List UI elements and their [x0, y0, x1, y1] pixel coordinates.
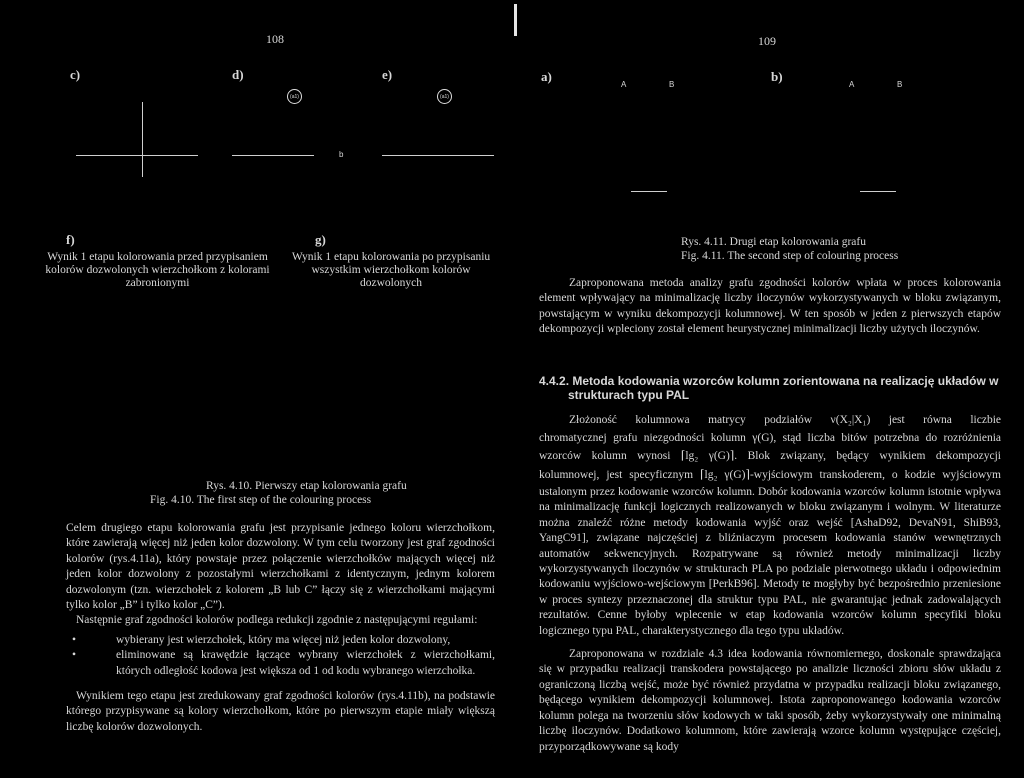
- left-paragraph-3: Wynikiem tego etapu jest zredukowany graf zgodności kolorów (rys.4.11b), na podstawie którego przypisywane są kolory wierzchołkom, które po pierwszym etapie miały większą liczbę kolorów dozwolonych.: [66, 690, 495, 733]
- panel-d-baseline: [232, 155, 314, 156]
- right-page-number: 109: [758, 34, 776, 48]
- panel-label-a: a): [541, 69, 552, 84]
- graph-a-edge: [631, 191, 667, 192]
- panel-c-horizontal-axis: [76, 155, 198, 156]
- graph-b-node-b: B: [897, 80, 903, 89]
- page-divider: [514, 4, 517, 36]
- graph-a-node-a: A: [621, 80, 627, 89]
- graph-node-d: (a1): [287, 89, 302, 104]
- panel-label-c: c): [70, 67, 81, 82]
- figure-4-10-caption-pl: Rys. 4.10. Pierwszy etap kolorowania grafu: [206, 480, 407, 492]
- section-heading-4-4-2: 4.4.2. Metoda kodowania wzorców kolumn zorientowana na realizację układów w strukturach typu PAL: [539, 374, 999, 402]
- left-page-number: 108: [266, 32, 284, 46]
- graph-b-node-a: A: [849, 80, 855, 89]
- list-item: • eliminowane są krawędzie łączące wybrany wierzchołek z wierzchołkami, których odległość kodowa jest większa od 1 od kodu wybranego wierzchołka.: [66, 648, 495, 679]
- paragraph-2-line-2: chromatycznej grafu niezgodności kolumn γ(G), stąd liczba bitów potrzebna do rozróżnienia: [539, 432, 1001, 444]
- left-paragraph-1: Celem drugiego etapu kolorowania grafu jest przypisanie jednego koloru wierzchołkom, które zawierają więcej niż jeden kolor dozwolony. W tym celu tworzony jest graf zgodności kolorów (rys.4.11a), który powstaje przez połączenie wierzchołków mających więcej niż jeden kolor dozwolony z pozostałymi wierzchołkami z identycznym, jednym kolorem dozwolonym (tzn. wierzchołek z kolorem „B lub C” łączy się z wierzchołkami mającymi tylko kolor „B” i tylko kolor „C”).: [66, 522, 495, 612]
- panel-label-d: d): [232, 67, 244, 82]
- graph-b-edge: [860, 191, 896, 192]
- reduction-rules-list: [66, 633, 495, 679]
- panel-label-g: g): [315, 232, 326, 247]
- panel-label-b: b): [771, 69, 783, 84]
- panel-e-b-label: b: [339, 150, 344, 159]
- paragraph-2-line-3: wzorców kolumn wynosi ⌈lg₂ γ(G)⌉. Blok związany, będący wynikiem dekompozycji: [539, 450, 1001, 462]
- paragraph-2-line-4: kolumnowej, jest specyficznym ⌈lg₂ γ(G)⌉-wyjściowym transkoderem, o kodzie wyjściowym: [539, 469, 1001, 481]
- left-body-text: [66, 521, 495, 735]
- list-item: • wybierany jest wierzchołek, który ma więcej niż jeden kolor dozwolony,: [66, 633, 495, 648]
- left-paragraph-2: Następnie graf zgodności kolorów podlega redukcji zgodnie z następującymi regułami:: [76, 614, 478, 627]
- caption-g: Wynik 1 etapu kolorowania po przypisaniu wszystkim wierzchołkom kolorów dozwolonych: [291, 251, 491, 289]
- figure-4-11-caption-pl: Rys. 4.11. Drugi etap kolorowania grafu: [681, 236, 866, 248]
- caption-f: Wynik 1 etapu kolorowania przed przypisaniem kolorów dozwolonych wierzchołkom z kolorami zabronionymi: [45, 251, 270, 289]
- right-paragraph-3: Zaproponowana w rozdziale 4.3 idea kodowania równomiernego, doskonale sprawdzająca się w przypadku realizacji transkodera powstającego po analizie liczności zbioru słów układu z ograniczoną liczbą wejść, może być również przydatna w przypadku realizacji bloku związanego, będącego wynikiem dekompozycji kolumnowej. Istota zaproponowanego kodowania wzorców kolumn polega na tworzeniu słów kodowych w taki sposób, żeby wykorzystywały one minimalną liczbę iloczynów. Dodatkowo kolumnom, które zawierają wzorce kolumn występujące częściej, przyporządkowywane są kody: [539, 648, 1001, 753]
- paragraph-2-line-1: Złożoność kolumnowa matrycy podziałów ν(X₂|X₁) jest równa liczbie: [569, 414, 1001, 426]
- figure-4-10-caption-en: Fig. 4.10. The first step of the colouring process: [150, 494, 372, 506]
- right-paragraph-1: Zaproponowana metoda analizy grafu zgodności kolorów wpłata w proces kolorowania element wpływający na minimalizację liczby iloczynów wykorzystywanych w bloku związanym, powstającym w wyniku dekompozycji kolumnowej. W ten sposób w jeden z pierwszych etapów dekompozycji wpleciony został element heurystycznej minimalizacji liczby użytych iloczynów.: [539, 277, 1001, 336]
- paragraph-2-rest: ustalonym przez kodowanie wzorców kolumn. Dobór kodowania wzorców kolumn istotnie wpływa na minimalizację funkcji logicznych realizowanych w bloku związanym i wolnym. W literaturze można znaleźć różne metody kodowania wyjść oraz wejść [AshaD92, DevaN91, ShiB93, YangC91], związane najczęściej z bliźniaczym procesem kodowania stanów wewnętrznych automatów sekwencyjnych. Rozpatrywane są również metody minimalizacji liczby wykorzystywanych iloczynów w strukturach PLA po podziale pierwotnego układu i odpowiednim kodowaniu wyjściowo-wejściowym [PerkB96]. Metody te mogłyby być bezpośrednio przeniesione w proces syntezy przeznaczonej dla struktur typu PAL, nie gwarantując jednak zadowalających rezultatów. Cenne byłoby wplecenie w etap kodowania wzorców kolumn specyfiki bloku logicznego typu PAL, charakterystycznego dla tego typu układów.: [539, 486, 1001, 637]
- panel-label-e: e): [382, 67, 393, 82]
- panel-c-vertical-axis: [142, 102, 143, 177]
- figure-4-11-caption-en: Fig. 4.11. The second step of colouring process: [681, 250, 899, 262]
- panel-label-f: f): [66, 232, 75, 247]
- right-body-text: [539, 411, 1001, 755]
- panel-e-baseline: [382, 155, 494, 156]
- graph-a-node-b: B: [669, 80, 675, 89]
- graph-node-e: (a1): [437, 89, 452, 104]
